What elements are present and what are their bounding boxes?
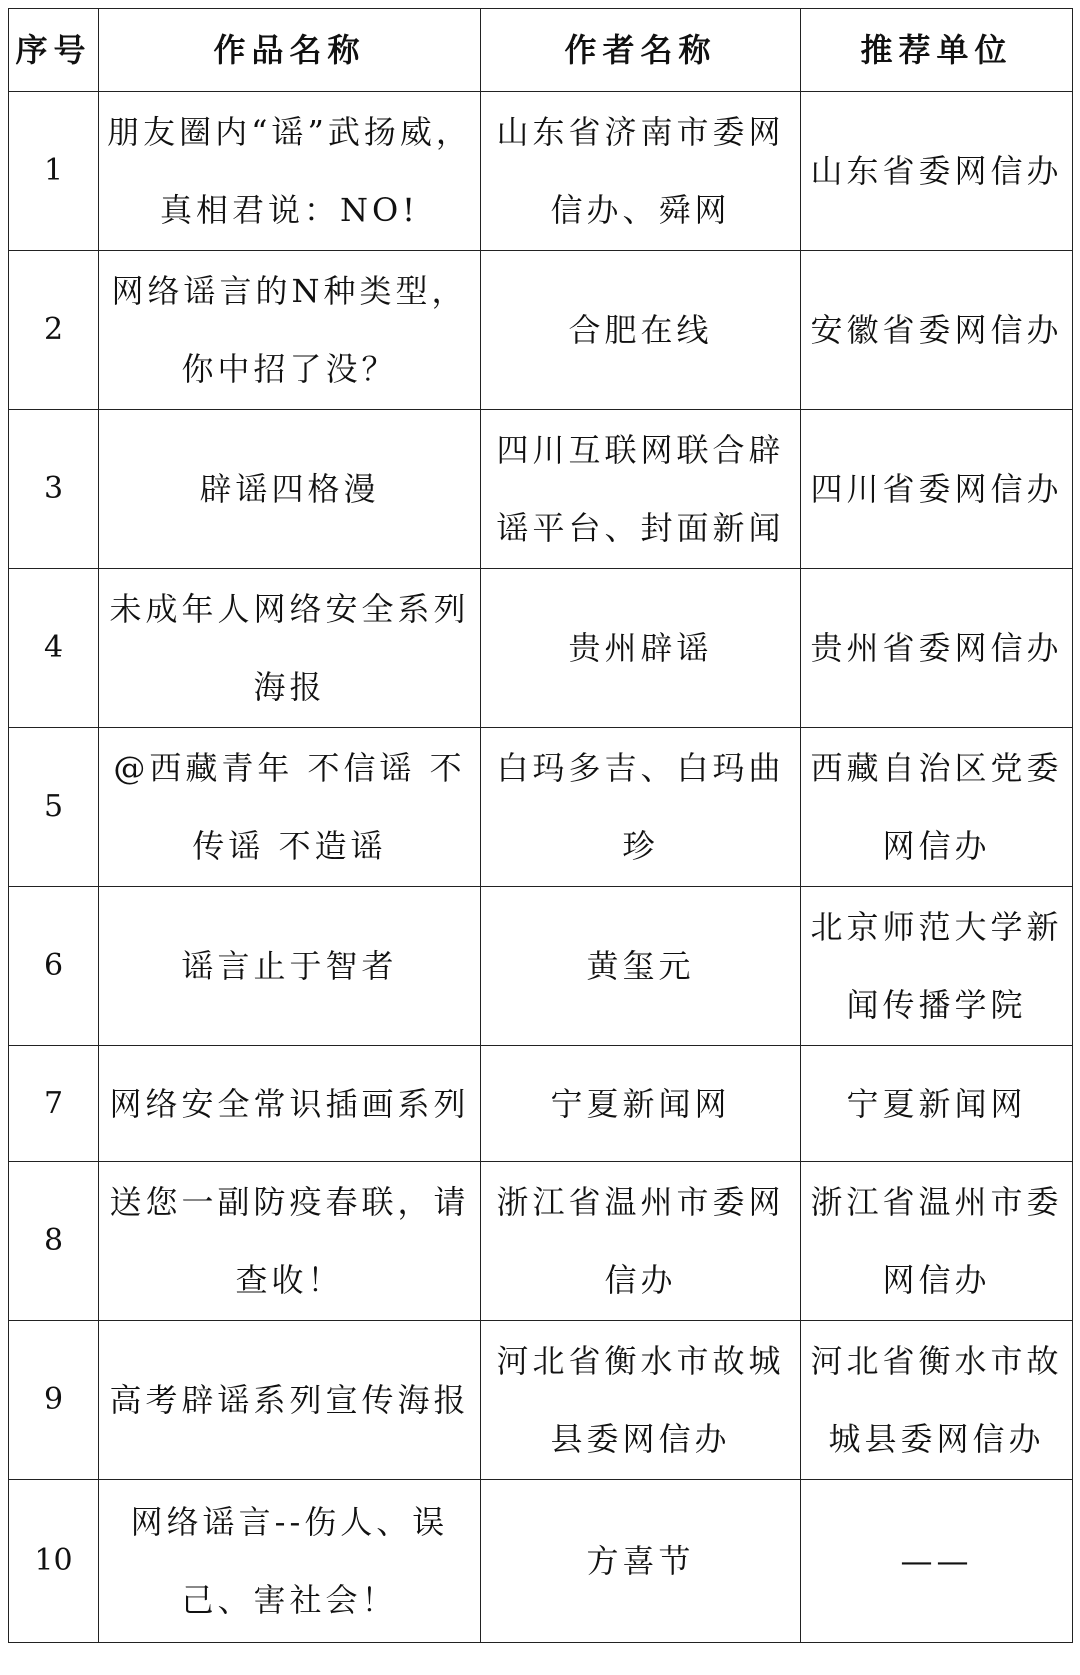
author-name: 四川互联网联合辟谣平台、封面新闻 <box>481 410 801 569</box>
author-name: 方喜节 <box>481 1480 801 1643</box>
table-row <box>9 410 1073 569</box>
row-number: 2 <box>9 251 99 410</box>
row-number: 10 <box>9 1480 99 1643</box>
table-row <box>9 92 1073 251</box>
author-name: 山东省济南市委网信办、舜网 <box>481 92 801 251</box>
table-row <box>9 1162 1073 1321</box>
author-name: 贵州辟谣 <box>481 569 801 728</box>
table-row <box>9 251 1073 410</box>
row-number: 8 <box>9 1162 99 1321</box>
work-title: 网络谣言的N种类型，你中招了没？ <box>99 251 481 410</box>
table-row <box>9 1046 1073 1162</box>
header-author: 作者名称 <box>481 9 801 92</box>
table-row <box>9 728 1073 887</box>
author-name: 白玛多吉、白玛曲珍 <box>481 728 801 887</box>
recommending-unit: 山东省委网信办 <box>801 92 1073 251</box>
row-number: 6 <box>9 887 99 1046</box>
row-number: 1 <box>9 92 99 251</box>
recommending-unit: 安徽省委网信办 <box>801 251 1073 410</box>
recommending-unit: —— <box>801 1480 1073 1643</box>
table-row <box>9 569 1073 728</box>
author-name: 宁夏新闻网 <box>481 1046 801 1162</box>
work-title: 送您一副防疫春联，请查收！ <box>99 1162 481 1321</box>
row-number: 9 <box>9 1321 99 1480</box>
work-title: @西藏青年 不信谣 不传谣 不造谣 <box>99 728 481 887</box>
work-title: 网络安全常识插画系列 <box>99 1046 481 1162</box>
recommending-unit: 河北省衡水市故城县委网信办 <box>801 1321 1073 1480</box>
table-row <box>9 1480 1073 1643</box>
row-number: 4 <box>9 569 99 728</box>
recommending-unit: 西藏自治区党委网信办 <box>801 728 1073 887</box>
work-title: 网络谣言--伤人、误己、害社会！ <box>99 1480 481 1643</box>
header-recommending-unit: 推荐单位 <box>801 9 1073 92</box>
work-title: 谣言止于智者 <box>99 887 481 1046</box>
table-row <box>9 1321 1073 1480</box>
recommending-unit: 浙江省温州市委网信办 <box>801 1162 1073 1321</box>
row-number: 7 <box>9 1046 99 1162</box>
award-table <box>8 8 1073 1643</box>
author-name: 黄玺元 <box>481 887 801 1046</box>
work-title: 辟谣四格漫 <box>99 410 481 569</box>
row-number: 3 <box>9 410 99 569</box>
author-name: 河北省衡水市故城县委网信办 <box>481 1321 801 1480</box>
recommending-unit: 四川省委网信办 <box>801 410 1073 569</box>
header-work-title: 作品名称 <box>99 9 481 92</box>
table-header-row <box>9 9 1073 92</box>
row-number: 5 <box>9 728 99 887</box>
recommending-unit: 宁夏新闻网 <box>801 1046 1073 1162</box>
work-title: 高考辟谣系列宣传海报 <box>99 1321 481 1480</box>
header-number: 序号 <box>9 9 99 92</box>
author-name: 浙江省温州市委网信办 <box>481 1162 801 1321</box>
recommending-unit: 贵州省委网信办 <box>801 569 1073 728</box>
table-row <box>9 887 1073 1046</box>
work-title: 未成年人网络安全系列海报 <box>99 569 481 728</box>
work-title: 朋友圈内“谣”武扬威，真相君说：NO! <box>99 92 481 251</box>
recommending-unit: 北京师范大学新闻传播学院 <box>801 887 1073 1046</box>
author-name: 合肥在线 <box>481 251 801 410</box>
